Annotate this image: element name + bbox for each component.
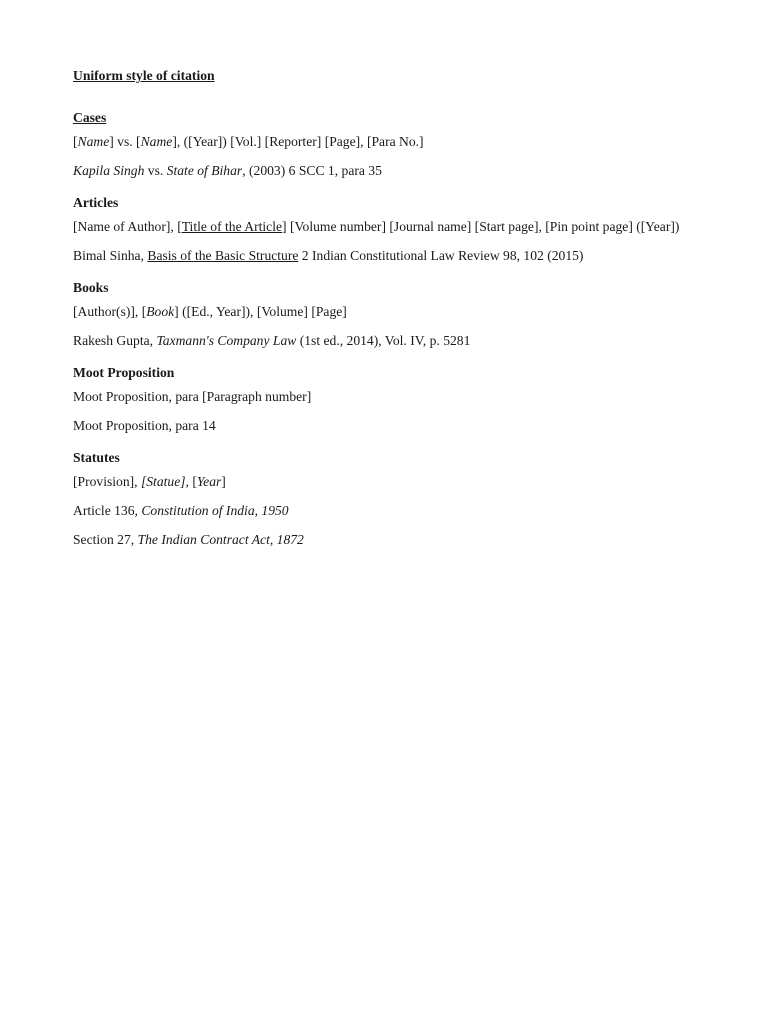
heading-statutes: Statutes bbox=[73, 450, 120, 465]
moot-example: Moot Proposition, para 14 bbox=[73, 418, 216, 433]
books-example: Rakesh Gupta, Taxmann's Company Law (1st ed., 2014), Vol. IV, p. 5281 bbox=[73, 333, 471, 348]
articles-format: [Name of Author], [Title of the Article] [Volume number] [Journal name] [Start page], [Pin point page] ([Year]) bbox=[73, 219, 680, 234]
document-page bbox=[73, 66, 693, 562]
heading-cases: Cases bbox=[73, 110, 107, 125]
heading-articles: Articles bbox=[73, 195, 119, 210]
cases-example: Kapila Singh vs. State of Bihar, (2003) 6 SCC 1, para 35 bbox=[73, 163, 382, 178]
statutes-example-1: Article 136, Constitution of India, 1950 bbox=[73, 503, 289, 518]
section-statutes bbox=[73, 448, 693, 550]
statutes-example-2: Section 27, The Indian Contract Act, 1872 bbox=[73, 532, 304, 547]
section-books bbox=[73, 278, 693, 351]
moot-format: Moot Proposition, para [Paragraph number] bbox=[73, 389, 312, 404]
cases-format: [Name] vs. [Name], ([Year]) [Vol.] [Reporter] [Page], [Para No.] bbox=[73, 134, 424, 149]
heading-moot-proposition: Moot Proposition bbox=[73, 365, 175, 380]
document-title: Uniform style of citation bbox=[73, 68, 215, 83]
statutes-format: [Provision], [Statue], [Year] bbox=[73, 474, 226, 489]
section-moot-proposition bbox=[73, 363, 693, 436]
section-cases bbox=[73, 108, 693, 181]
books-format: [Author(s)], [Book] ([Ed., Year]), [Volume] [Page] bbox=[73, 304, 347, 319]
articles-example: Bimal Sinha, Basis of the Basic Structure 2 Indian Constitutional Law Review 98, 102 (2015) bbox=[73, 248, 584, 263]
heading-books: Books bbox=[73, 280, 109, 295]
section-articles bbox=[73, 193, 693, 266]
